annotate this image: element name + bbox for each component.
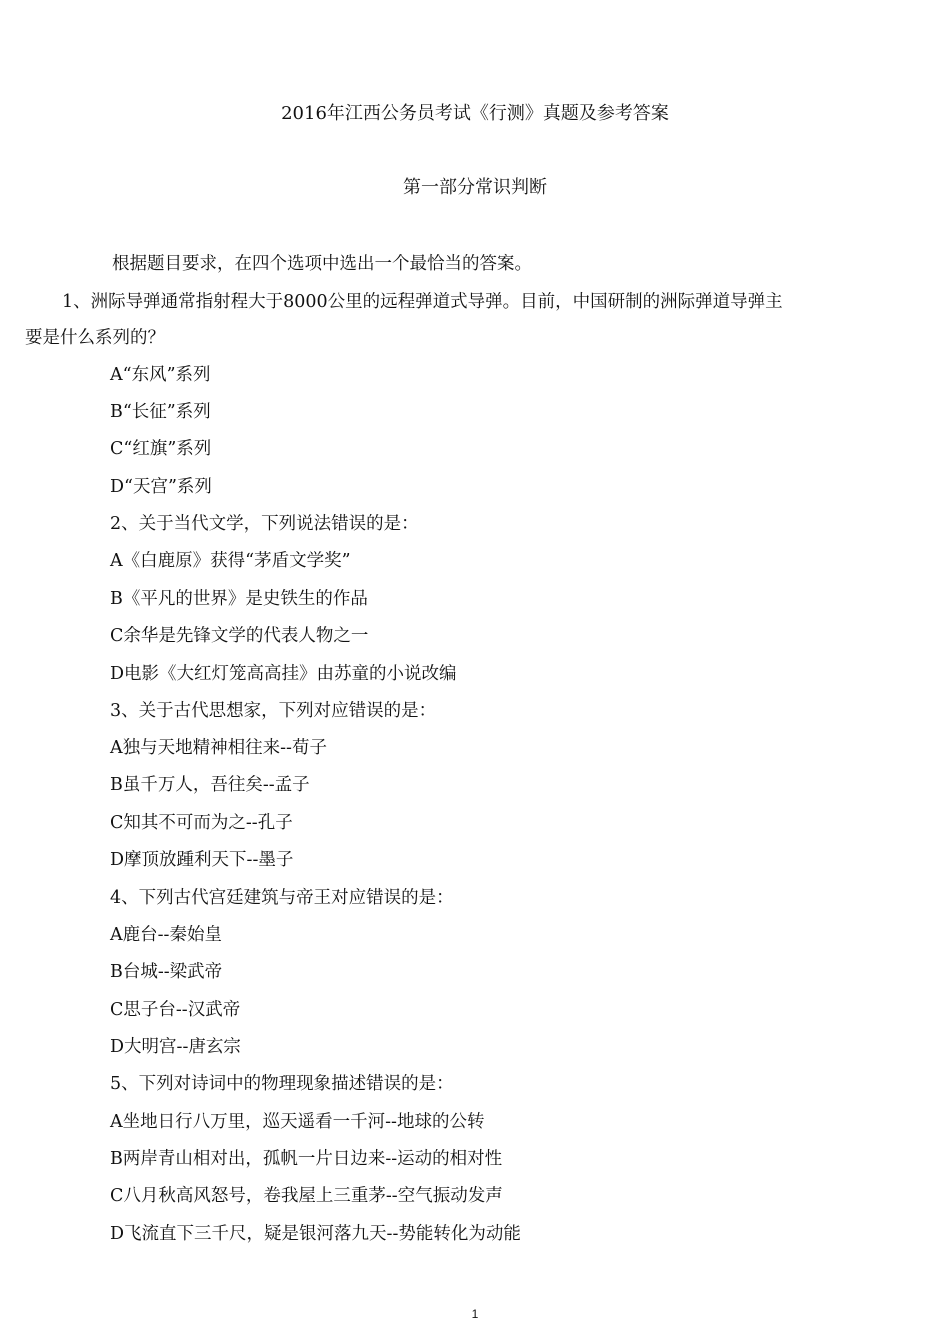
document-title: 2016年江西公务员考试《行测》真题及参考答案 bbox=[281, 103, 669, 124]
page-number: 1 bbox=[471, 1307, 479, 1321]
question-3-option-c: C知其不可而为之--孔子 bbox=[110, 813, 293, 833]
question-1-option-a: A“东风”系列 bbox=[110, 365, 211, 385]
question-5-text: 5、下列对诗词中的物理现象描述错误的是： bbox=[110, 1074, 454, 1094]
question-4-option-d: D大明宫--唐玄宗 bbox=[110, 1037, 241, 1057]
question-5-option-c: C八月秋高风怒号，卷我屋上三重茅--空气振动发声 bbox=[110, 1186, 503, 1206]
question-5-option-d: D飞流直下三千尺，疑是银河落九天--势能转化为动能 bbox=[110, 1224, 521, 1244]
question-3-option-a: A独与天地精神相往来--荀子 bbox=[110, 738, 327, 758]
question-2-option-a: A《白鹿原》获得“茅盾文学奖” bbox=[110, 551, 351, 571]
section-title: 第一部分常识判断 bbox=[403, 177, 547, 198]
question-4-option-a: A鹿台--秦始皇 bbox=[110, 925, 222, 945]
question-3-option-b: B虽千万人，吾往矣--孟子 bbox=[110, 775, 310, 795]
question-1-text: 1、洲际导弹通常指射程大于8000公里的远程弹道式导弹。目前，中国研制的洲际弹道导弹主 bbox=[62, 292, 783, 312]
question-2-text: 2、关于当代文学，下列说法错误的是： bbox=[110, 514, 419, 534]
question-1-option-c: C“红旗”系列 bbox=[110, 439, 212, 459]
question-4-text: 4、下列古代宫廷建筑与帝王对应错误的是： bbox=[110, 888, 454, 908]
instruction-text: 根据题目要求，在四个选项中选出一个最恰当的答案。 bbox=[112, 254, 532, 274]
question-1-option-d: D“天宫”系列 bbox=[110, 477, 212, 497]
question-5-option-a: A坐地日行八万里，巡天遥看一千河--地球的公转 bbox=[110, 1112, 485, 1132]
question-2-option-c: C余华是先锋文学的代表人物之一 bbox=[110, 626, 369, 646]
question-1-option-b: B“长征”系列 bbox=[110, 402, 211, 422]
question-1-text-continued: 要是什么系列的？ bbox=[25, 328, 165, 348]
question-4-option-c: C思子台--汉武帝 bbox=[110, 1000, 241, 1020]
question-3-text: 3、关于古代思想家，下列对应错误的是： bbox=[110, 701, 437, 721]
question-3-option-d: D摩顶放踵利天下--墨子 bbox=[110, 850, 294, 870]
question-4-option-b: B台城--梁武帝 bbox=[110, 962, 223, 982]
question-2-option-b: B《平凡的世界》是史铁生的作品 bbox=[110, 589, 368, 609]
question-5-option-b: B两岸青山相对出，孤帆一片日边来--运动的相对性 bbox=[110, 1149, 503, 1169]
question-2-option-d: D电影《大红灯笼高高挂》由苏童的小说改编 bbox=[110, 664, 457, 684]
